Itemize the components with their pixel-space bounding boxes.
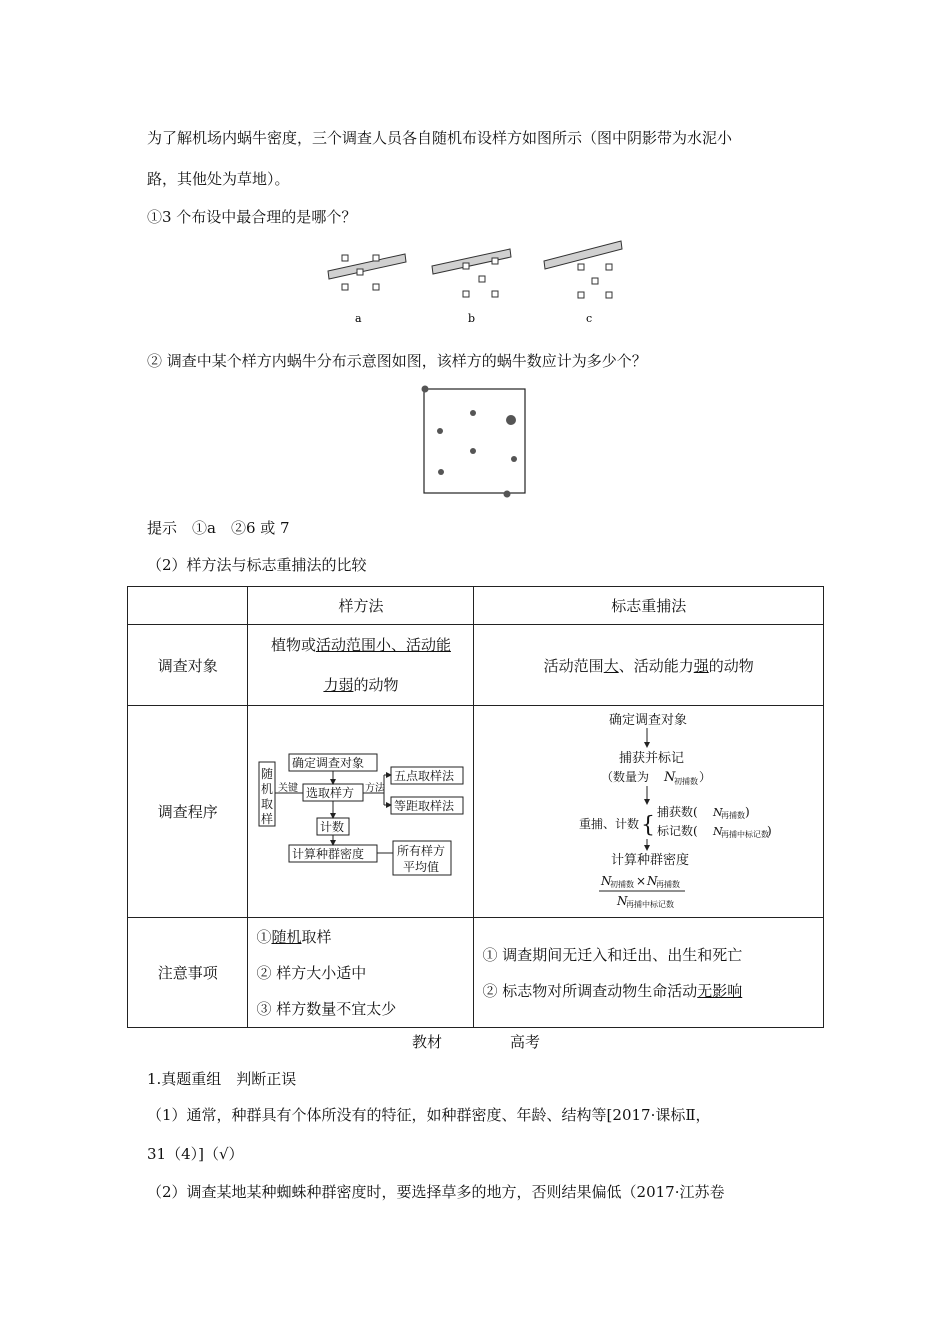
mark-procedure — [474, 706, 824, 918]
snail — [470, 448, 476, 454]
section-label-a: 教材 — [412, 1033, 443, 1051]
underlined-text: 强 — [693, 656, 709, 675]
layout-a-label: a — [355, 312, 362, 325]
exercise-heading: 1.真题重组 判断正误 — [147, 1070, 297, 1088]
mr-recapture: 重捕、计数 — [578, 817, 639, 831]
flow-five-point: 五点取样法 — [393, 768, 454, 783]
underlined-text: 大 — [603, 656, 619, 675]
random-char: 随 — [260, 766, 273, 781]
quadrat-note-1 — [256, 919, 473, 955]
svg-text:): ) — [744, 805, 750, 819]
text: 的动物 — [353, 676, 399, 694]
text: 取样 — [301, 927, 332, 946]
flow-equidistant: 等距取样法 — [393, 798, 454, 813]
intro-line-2: 路，其他处为草地）。 — [147, 170, 290, 188]
comparison-table — [127, 586, 824, 1028]
underlined-text: 随机 — [271, 927, 302, 946]
layout-c — [544, 241, 622, 325]
question-2: ② 调查中某个样方内蜗牛分布示意图如图，该样方的蜗牛数应计为多少个？ — [147, 352, 647, 370]
label-object: 调查对象 — [128, 625, 248, 706]
random-char: 机 — [260, 781, 273, 796]
table-header-row — [128, 587, 824, 625]
corner-cell — [128, 587, 248, 625]
item-2-line-1: （2）调查某地某种蜘蛛种群密度时，要选择草多的地方，否则结果偏低（2017·江苏卷 — [147, 1183, 725, 1201]
mark-note-1: ① 调查期间无迁入和迁出、出生和死亡 — [482, 945, 743, 964]
snail-quadrat-figure — [415, 383, 535, 501]
mr-capture: 捕获并标记 — [618, 751, 684, 766]
layout-c-label: c — [586, 312, 593, 325]
flow-avg-2: 平均值 — [402, 859, 439, 874]
mr-n-symbol: N — [663, 770, 676, 785]
svg-text:N: N — [600, 874, 612, 888]
svg-text:N: N — [646, 874, 658, 888]
svg-text:N: N — [616, 894, 628, 908]
mr-caught: 捕获数( — [656, 805, 698, 819]
flow-key-label: 关键 — [277, 782, 298, 794]
layout-a — [328, 254, 406, 325]
text: ① — [256, 927, 272, 946]
flow-confirm: 确定调查对象 — [291, 755, 364, 770]
mark-note-2 — [482, 973, 823, 1009]
mr-marked: 标记数( — [656, 824, 698, 838]
row-object — [128, 625, 824, 706]
text: 、活动能力 — [618, 656, 694, 675]
question-1: ①3 个布设中最合理的是哪个？ — [147, 208, 357, 226]
svg-text:再捕中标记数: 再捕中标记数 — [625, 900, 674, 909]
snail — [504, 491, 511, 498]
quadrat-frame — [424, 389, 525, 493]
mark-notes — [474, 918, 824, 1028]
underlined-text: 活动范围小、活动能 — [315, 636, 451, 654]
svg-text:): ) — [766, 824, 772, 838]
snail — [470, 410, 476, 416]
flow-calc: 计算种群密度 — [291, 846, 364, 861]
flow-avg-1: 所有样方 — [396, 843, 445, 858]
svg-text:N: N — [712, 825, 723, 838]
svg-text:{: { — [640, 813, 655, 838]
mr-count-as: （数量为 — [600, 770, 649, 784]
quadrat-note-3: ③ 样方数量不宜太少 — [256, 999, 397, 1018]
mr-n-initial: 初捕数 — [673, 777, 698, 786]
flow-choose: 选取样方 — [305, 785, 354, 800]
flow-method-label: 方法 — [364, 782, 385, 794]
mr-n-recap-marked: 再捕中标记数 — [720, 830, 769, 839]
row-procedure — [128, 706, 824, 918]
quadrat-procedure — [248, 706, 474, 918]
quadrat-notes — [248, 918, 474, 1028]
snail — [506, 415, 516, 425]
text: 活动范围 — [543, 656, 604, 675]
row-notes — [128, 918, 824, 1028]
header-quadrat: 样方法 — [248, 587, 474, 625]
hint: 提示 ①a ②6 或 7 — [147, 519, 290, 537]
intro-line-1: 为了解机场内蜗牛密度，三个调查人员各自随机布设样方如图所示（图中阴影带为水泥小 — [147, 129, 733, 147]
text: 植物或 — [270, 636, 316, 654]
snail — [511, 456, 517, 462]
header-mark-recapture: 标志重捕法 — [474, 587, 824, 625]
snail — [422, 386, 429, 393]
section-label-b: 高考 — [510, 1033, 541, 1051]
quadrat-object — [248, 625, 474, 706]
random-char: 样 — [260, 811, 273, 826]
item-1-line-2: 31（4）]（√） — [147, 1145, 244, 1163]
snail — [438, 469, 444, 475]
random-char: 取 — [260, 796, 273, 811]
flow-count: 计数 — [319, 819, 344, 834]
svg-text:初捕数: 初捕数 — [609, 880, 634, 889]
quadrat-flowchart — [251, 742, 471, 882]
item-1-line-1: （1）通常，种群具有个体所没有的特征，如种群密度、年龄、结构等[2017·课标Ⅱ， — [147, 1106, 711, 1124]
mr-n-recap: 再捕数 — [720, 811, 745, 820]
layout-b-label: b — [468, 312, 476, 325]
layout-b — [432, 249, 511, 325]
section-heading: （2）样方法与标志重捕法的比较 — [147, 556, 367, 574]
text: ② 标志物对所调查动物生命活动 — [482, 981, 698, 1000]
mr-calc: 计算种群密度 — [610, 853, 689, 868]
mark-recapture-flowchart — [519, 709, 779, 914]
label-procedure: 调查程序 — [128, 706, 248, 918]
mr-confirm: 确定调查对象 — [608, 713, 687, 728]
svg-text:）: ） — [698, 770, 711, 784]
underlined-text: 力弱 — [323, 676, 354, 694]
quadrat-layouts-figure — [320, 238, 630, 328]
svg-text:再捕数: 再捕数 — [655, 880, 680, 889]
svg-text:×: × — [635, 874, 646, 888]
snail — [437, 428, 443, 434]
text: 的动物 — [708, 656, 754, 675]
svg-text:N: N — [712, 806, 723, 819]
mark-object — [474, 625, 824, 706]
underlined-text: 无影响 — [697, 981, 743, 1000]
quadrat-note-2: ② 样方大小适中 — [256, 963, 367, 982]
label-notes: 注意事项 — [128, 918, 248, 1028]
